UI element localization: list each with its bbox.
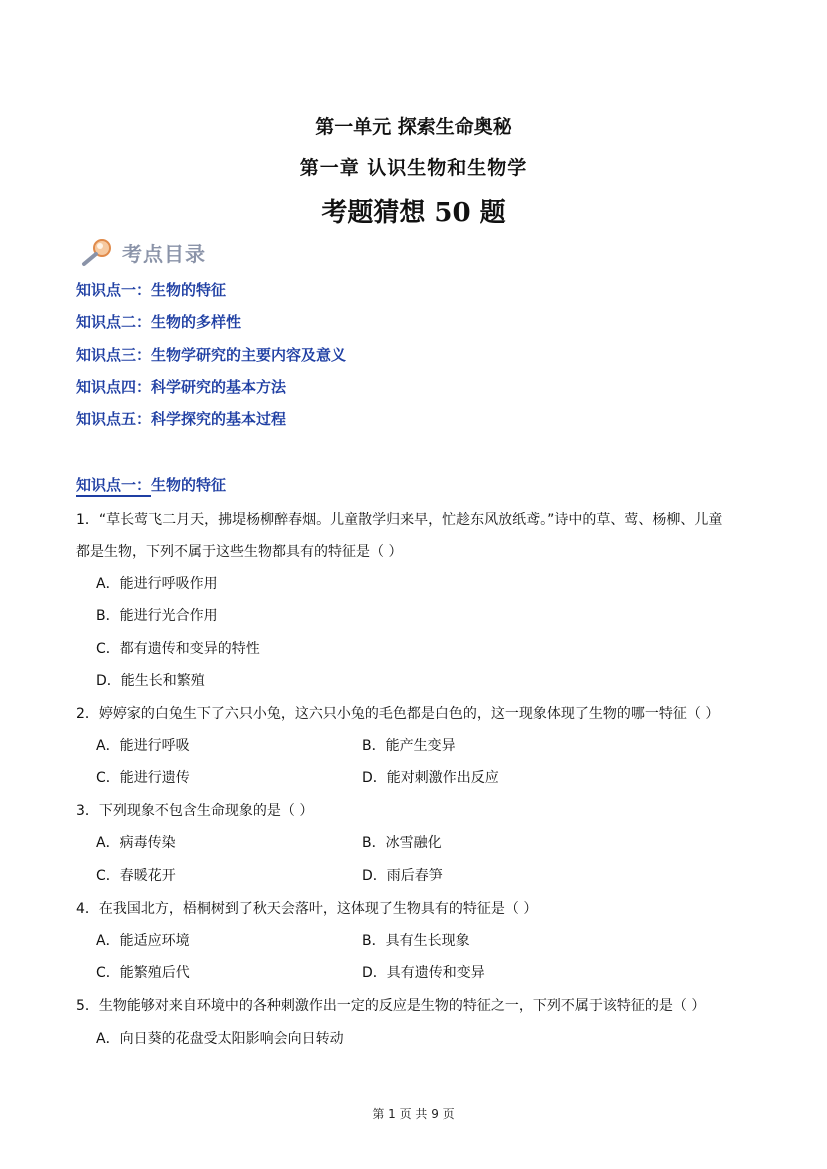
toc-heading-label: 考点目录 (122, 241, 206, 266)
question-4-option-a: A．能适应环境 (96, 933, 190, 949)
question-4-option-b: B．具有生长现象 (362, 933, 470, 949)
section-heading-prefix: 知识点一： (76, 476, 151, 497)
question-1-option-b: B．能进行光合作用 (96, 608, 218, 624)
question-3-option-c: C．春暖花开 (96, 868, 176, 884)
toc-heading (80, 236, 206, 268)
question-1-option-d: D．能生长和繁殖 (96, 673, 205, 689)
question-2-option-c: C．能进行遗传 (96, 770, 190, 786)
question-4-option-d: D．具有遗传和变异 (362, 965, 485, 981)
question-2-option-d: D．能对刺激作出反应 (362, 770, 499, 786)
section-heading-text: 生物的特征 (151, 476, 227, 494)
question-3-option-a: A．病毒传染 (96, 835, 176, 851)
page-footer: 第 1 页 共 9 页 (372, 1107, 455, 1121)
question-2-option-a: A．能进行呼吸 (96, 738, 190, 754)
question-5: 5．生物能够对来自环境中的各种刺激作出一定的反应是生物的特征之一，下列不属于该特征的是（ ） (76, 998, 706, 1014)
toc-item-1[interactable]: 知识点一：生物的特征 (76, 281, 227, 299)
toc-item-4[interactable]: 知识点四：科学研究的基本方法 (76, 378, 287, 396)
question-1-line-2: 都是生物，下列不属于这些生物都具有的特征是（ ） (76, 544, 403, 560)
question-2: 2．婷婷家的白兔生下了六只小兔，这六只小兔的毛色都是白色的，这一现象体现了生物的哪一特征（ ） (76, 706, 720, 722)
question-3-option-d: D．雨后春笋 (362, 868, 443, 884)
toc-item-2[interactable]: 知识点二：生物的多样性 (76, 313, 242, 331)
main-title: 考题猜想 50 题 (321, 198, 506, 228)
magnifier-icon (80, 237, 114, 267)
question-2-option-b: B．能产生变异 (362, 738, 456, 754)
toc-item-3[interactable]: 知识点三：生物学研究的主要内容及意义 (76, 346, 347, 364)
chapter-title: 第一章 认识生物和生物学 (299, 157, 528, 179)
question-4-option-c: C．能繁殖后代 (96, 965, 190, 981)
question-5-option-a: A．向日葵的花盘受太阳影响会向日转动 (96, 1031, 344, 1047)
toc-item-5[interactable]: 知识点五：科学探究的基本过程 (76, 410, 287, 428)
question-3-option-b: B．冰雪融化 (362, 835, 442, 851)
question-1-option-c: C．都有遗传和变异的特性 (96, 641, 260, 657)
section-heading (76, 474, 226, 495)
unit-title: 第一单元 探索生命奥秘 (315, 116, 512, 138)
question-1-line-1: 1．“草长莺飞二月天，拂堤杨柳醉春烟。儿童散学归来早，忙趁东风放纸鸢。”诗中的草、莺、杨柳、儿童 (76, 512, 723, 528)
question-1-option-a: A．能进行呼吸作用 (96, 576, 218, 592)
question-4: 4．在我国北方，梧桐树到了秋天会落叶，这体现了生物具有的特征是（ ） (76, 901, 538, 917)
question-3: 3．下列现象不包含生命现象的是（ ） (76, 803, 314, 819)
